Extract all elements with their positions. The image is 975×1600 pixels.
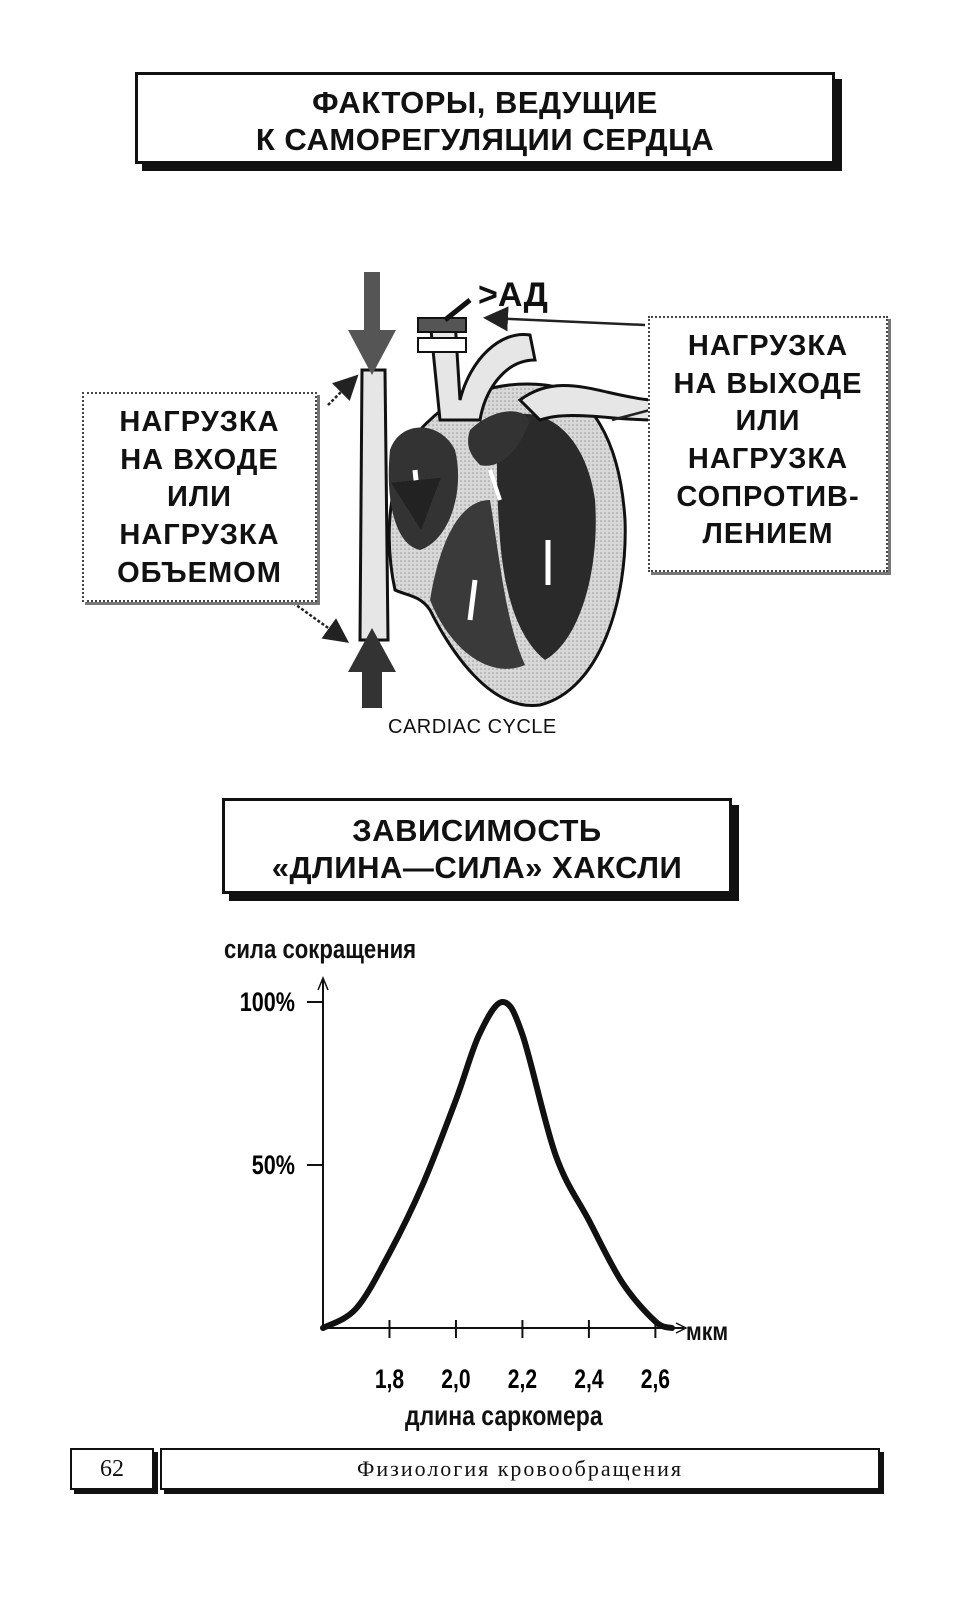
pressure-label: >АД — [478, 276, 548, 314]
running-title: Физиология кровообращения — [357, 1456, 683, 1481]
inflow-load-line-3: ИЛИ — [166, 481, 233, 514]
outflow-load-box — [648, 316, 888, 572]
inflow-load-line-1: НАГРУЗКА — [119, 406, 280, 438]
x-tick-label: 2,2 — [507, 1364, 538, 1395]
outflow-load-line-5: СОПРОТИВ- — [676, 480, 860, 513]
inflow-load-line-5: ОБЪЕМОМ — [117, 556, 282, 589]
x-axis-label: длина саркомера — [405, 1400, 603, 1431]
section-title-line-2: «ДЛИНА—СИЛА» ХАКСЛИ — [271, 849, 683, 885]
outflow-load-line-1: НАГРУЗКА — [687, 330, 849, 362]
x-tick-label: 2,6 — [640, 1364, 671, 1395]
page-number: 62 — [100, 1456, 124, 1482]
x-axis-unit: мкм — [686, 1318, 729, 1346]
inflow-load-line-2: НА ВХОДЕ — [120, 443, 279, 476]
y-tick-label: 100% — [239, 987, 295, 1018]
outflow-load-line-6: ЛЕНИЕМ — [702, 518, 834, 551]
y-tick-label: 50% — [251, 1150, 295, 1181]
section-title-box — [222, 798, 732, 894]
outflow-load-line-2: НА ВЫХОДЕ — [673, 367, 863, 400]
page-title-line-1: ФАКТОРЫ, ВЕДУЩИЕ — [312, 85, 658, 120]
inflow-arrow-top — [348, 272, 396, 375]
outflow-load-line-3: ИЛИ — [735, 405, 801, 438]
outflow-load-line-4: НАГРУЗКА — [687, 443, 849, 476]
running-title-box — [160, 1448, 880, 1490]
y-axis-label: сила сокращения — [224, 934, 417, 964]
section-title-line-1: ЗАВИСИМОСТЬ — [352, 813, 602, 848]
page-number-box — [70, 1448, 154, 1490]
page-title-line-2: К САМОРЕГУЛЯЦИИ СЕРДЦА — [255, 121, 715, 157]
length-tension-chart — [0, 960, 975, 1440]
force-curve — [323, 1002, 672, 1328]
x-tick-label: 2,4 — [574, 1364, 604, 1395]
heart-caption: CARDIAC CYCLE — [388, 716, 557, 738]
inflow-load-line-4: НАГРУЗКА — [119, 519, 280, 552]
x-tick-label: 2,0 — [441, 1364, 471, 1395]
x-tick-label: 1,8 — [374, 1364, 405, 1395]
inflow-load-box — [82, 392, 317, 602]
vena-cava — [360, 370, 388, 640]
